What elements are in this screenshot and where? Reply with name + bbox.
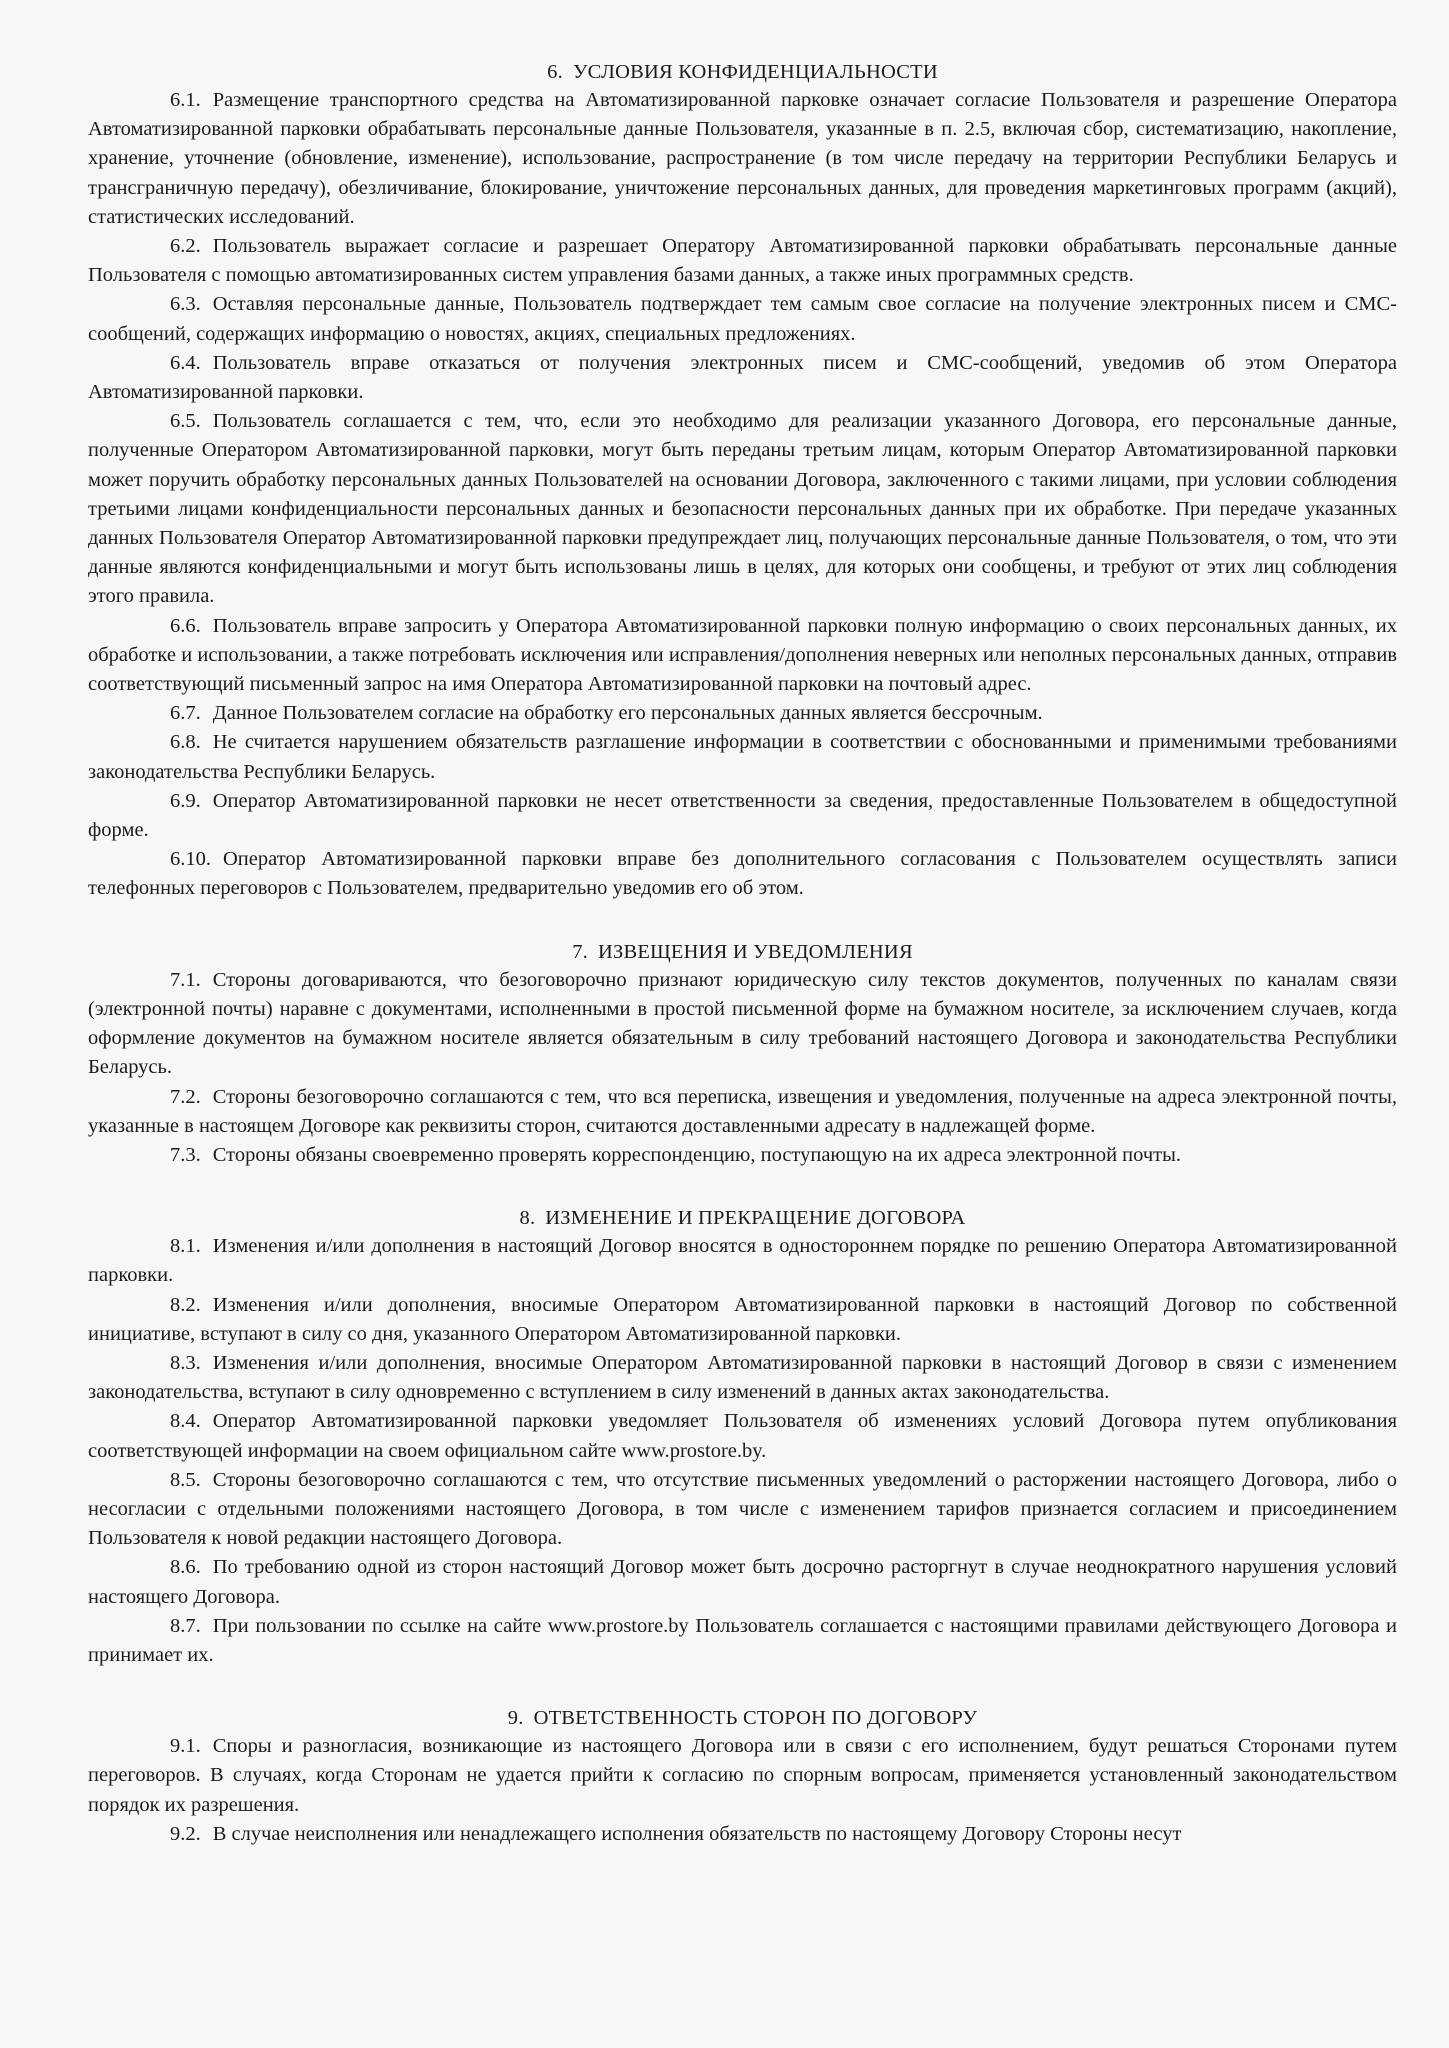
paragraph-8-1: 8.1. Изменения и/или дополнения в настоящий Договор вносятся в одностороннем порядке по решению Оператора Автоматизированной парковки. [88, 1235, 1397, 1287]
paragraph-8-5: 8.5. Стороны безоговорочно соглашаются с тем, что отсутствие письменных уведомлений о расторжении настоящего Договора, либо о несогласии с отдельными положениями настоящего Договора, в том числе с изменением тарифов признается согласием и присоединением Пользователя к новой редакции настоящего Договора. [88, 1468, 1397, 1550]
section-heading: 8. ИЗМЕНЕНИЕ И ПРЕКРАЩЕНИЕ ДОГОВОРА [519, 1207, 966, 1230]
paragraph-6-9: 6.9. Оператор Автоматизированной парковки не несет ответственности за сведения, предоставленные Пользователем в общедоступной форме. [88, 789, 1397, 842]
paragraph-6-10: 6.10. Оператор Автоматизированной парковки вправе без дополнительного согласования с Пользователем осуществлять записи телефонных переговоров с Пользователем, предварительно уведомив его об этом. [88, 848, 1397, 900]
paragraph-8-3: 8.3. Изменения и/или дополнения, вносимые Оператором Автоматизированной парковки в настоящий Договор в связи с изменением законодательства, вступают в силу одновременно с вступлением в силу изменений в данных актах законодательства. [88, 1351, 1397, 1404]
paragraph-8-4: 8.4. Оператор Автоматизированной парковки уведомляет Пользователя об изменениях условий Договора путем опубликования соответствующей информации на своем официальном сайте www.prostore.by. [88, 1410, 1397, 1462]
paragraph-6-2: 6.2. Пользователь выражает согласие и разрешает Оператору Автоматизированной парковки обрабатывать персональные данные Пользователя с помощью автоматизированных систем управления базами данных, а также иных программных средств. [88, 235, 1397, 287]
paragraph-6-1: 6.1. Размещение транспортного средства на Автоматизированной парковке означает согласие Пользователя и разрешение Оператора Автоматизированной парковки обрабатывать персональные данные Пользователя, указанные в п. 2.5, включая сбор, систематизацию, накопление, хранение, уточнение (обновление, изменение), использование, распространение (в том числе передачу на территории Республики Беларусь и трансграничную передачу), обезличивание, блокирование, уничтожение персональных данных, для проведения маркетинговых программ (акций), статистических исследований. [88, 89, 1397, 228]
section-heading: 7. ИЗВЕЩЕНИЯ И УВЕДОМЛЕНИЯ [572, 940, 913, 963]
paragraph-6-7: 6.7. Данное Пользователем согласие на обработку его персональных данных является бессрочным. [170, 702, 1043, 725]
paragraph-6-6: 6.6. Пользователь вправе запросить у Оператора Автоматизированной парковки полную информацию о своих персональных данных, их обработке и использовании, а также потребовать исключения или исправления/дополнения неверных или неполных персональных данных, отправив соответствующий письменный запрос на имя Оператора Автоматизированной парковки на почтовый адрес. [88, 614, 1397, 696]
paragraph-6-8: 6.8. Не считается нарушением обязательств разглашение информации в соответствии с обоснованными и применимыми требованиями законодательства Республики Беларусь. [88, 731, 1397, 783]
section-7 [88, 938, 1397, 1170]
paragraph-9-1: 9.1. Споры и разногласия, возникающие из настоящего Договора или в связи с его исполнением, будут решаться Сторонами путем переговоров. В случаях, когда Сторонам не удается прийти к согласию по спорным вопросам, применяется установленный законодательством порядок их разрешения. [88, 1735, 1397, 1816]
paragraph-8-2: 8.2. Изменения и/или дополнения, вносимые Оператором Автоматизированной парковки в настоящий Договор по собственной инициативе, вступают в силу со дня, указанного Оператором Автоматизированной парковки. [88, 1293, 1397, 1345]
paragraph-8-7: 8.7. При пользовании по ссылке на сайте www.prostore.by Пользователь соглашается с настоящими правилами действующего Договора и принимает их. [88, 1614, 1397, 1666]
paragraph-9-2: 9.2. В случае неисполнения или ненадлежащего исполнения обязательств по настоящему Договору Стороны несут [170, 1822, 1182, 1845]
paragraph-7-2: 7.2. Стороны безоговорочно соглашаются с тем, что вся переписка, извещения и уведомления, полученные на адреса электронной почты, указанные в настоящем Договоре как реквизиты сторон, считаются доставленными адресату в надлежащей форме. [88, 1085, 1397, 1137]
paragraph-7-1: 7.1. Стороны договариваются, что безоговорочно признают юридическую силу текстов документов, полученных по каналам связи (электронной почты) наравне с документами, исполненными в простой письменной форме на бумажном носителе, за исключением случаев, когда оформление документов на бумажном носителе является обязательным в силу требований настоящего Договора и законодательства Республики Беларусь. [88, 968, 1397, 1079]
paragraph-7-3: 7.3. Стороны обязаны своевременно проверять корреспонденцию, поступающую на их адреса электронной почты. [170, 1143, 1182, 1166]
paragraph-8-6: 8.6. По требованию одной из сторон настоящий Договор может быть досрочно расторгнут в случае неоднократного нарушения условий настоящего Договора. [88, 1556, 1397, 1608]
paragraph-6-4: 6.4. Пользователь вправе отказаться от получения электронных писем и СМС-сообщений, уведомив об этом Оператора Автоматизированной парковки. [88, 351, 1397, 404]
section-8 [88, 1204, 1397, 1670]
paragraph-6-3: 6.3. Оставляя персональные данные, Пользователь подтверждает тем самым свое согласие на получение электронных писем и СМС-сообщений, содержащих информацию о новостях, акциях, специальных предложениях. [88, 293, 1397, 345]
paragraph-6-5: 6.5. Пользователь соглашается с тем, что, если это необходимо для реализации указанного Договора, его персональные данные, полученные Оператором Автоматизированной парковки, могут быть переданы третьим лицам, которым Оператор Автоматизированной парковки может поручить обработку персональных данных Пользователей на основании Договора, заключенного с такими лицами, при условии соблюдения третьими лицами конфиденциальности персональных данных и безопасности персональных данных при их обработке. При передаче указанных данных Пользователя Оператор Автоматизированной парковки предупреждает лиц, получающих персональные данные Пользователя, о том, что эти данные являются конфиденциальными и могут быть использованы лишь в целях, для которых они сообщены, и требуют от этих лиц соблюдения этого правила. [88, 410, 1397, 608]
section-heading: 6. УСЛОВИЯ КОНФИДЕНЦИАЛЬНОСТИ [547, 61, 938, 83]
section-heading: 9. ОТВЕТСТВЕННОСТЬ СТОРОН ПО ДОГОВОРУ [507, 1707, 978, 1730]
section-6 [88, 58, 1397, 904]
section-9 [88, 1704, 1397, 1849]
